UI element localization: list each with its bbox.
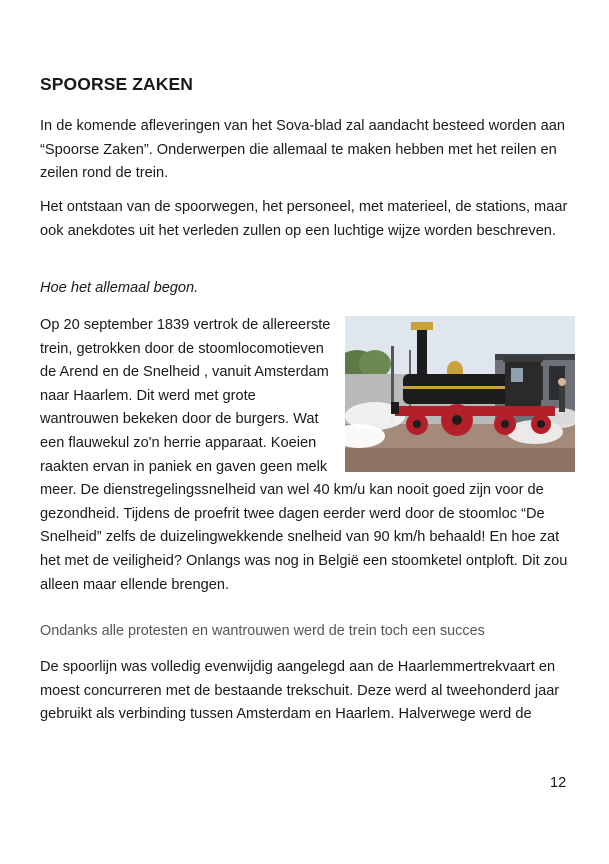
topics-paragraph: Het ontstaan van de spoorwegen, het personeel, met materieel, de stations, maar ook anekdotes uit het verleden zullen op een luchtige wijze worden beschreven. [40,199,568,239]
steam-locomotive-photo [345,316,575,472]
section-subheading: Hoe het allemaal begon. [40,280,199,296]
history-paragraph: Op 20 september 1839 vertrok de allereerste trein, getrokken door de stoomlocomotieven de Arend en de Snelheid , vanuit Amsterdam naar Haarlem. Dit werd met grote wantrouwen bekeken door de burgers. Wat een flauwekul zo'n herrie apparaat. Koeien raakten ervan in paniek en gaven geen melk meer. De dienstregelingssnelheid van wel 40 km/u kan nooit goed zijn voor de gezondheid. Tijdens de proefrit twee dagen eerder werd door de stoomloc “De Snelheid” zelfs de duizelingwekkende snelheid van 90 km/h behaald! En hoe zat het met de veiligheid? Onlangs was nog in België een stoomketel ontploft. Dit zou alleen maar ellende brengen. [40,317,568,593]
success-callout: Ondanks alle protesten en wantrouwen werd de trein toch een succes [40,623,485,639]
intro-paragraph: In de komende afleveringen van het Sova-blad zal aandacht besteed worden aan “Spoorse Zaken”. Onderwerpen die allemaal te maken hebben met het reilen en zeilen rond de trein. [40,118,565,182]
trekvaart-paragraph: De spoorlijn was volledig evenwijdig aangelegd aan de Haarlemmertrekvaart en moest concurreren met de bestaande trekschuit. Deze werd al tweehonderd jaar gebruikt als verbinding tussen Amsterdam en Haarlem. Halverwege werd de [40,659,560,723]
page-number: 12 [550,775,567,791]
history-block [40,314,575,597]
page-title: SPOORSE ZAKEN [40,74,193,94]
